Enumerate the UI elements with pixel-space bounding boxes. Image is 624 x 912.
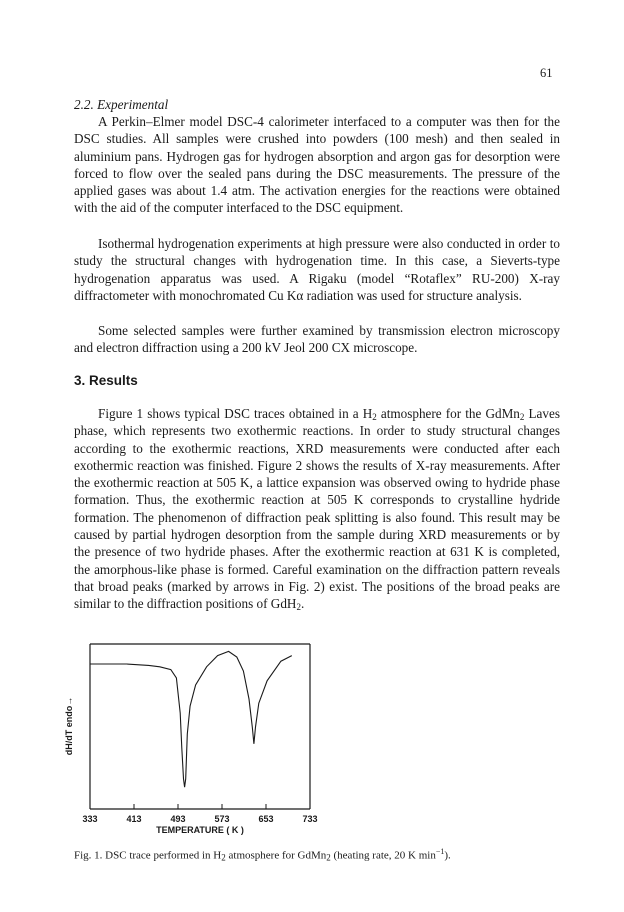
caption-sup: −1 (435, 847, 445, 856)
section-heading-experimental: 2.2. Experimental (74, 97, 169, 112)
results-sub-1: 2 (372, 412, 377, 422)
paragraph-results-1 (74, 405, 560, 613)
caption-sub-1: 2 (221, 852, 226, 863)
paragraph-experimental-2: Isothermal hydrogenation experiments at high pressure were also conducted in order to study the structural changes with hydrogenation time. In this case, a Sieverts-type hydrogenation apparatus was used. A Rigaku (model “Rotaflex” RU-200) X-ray diffractometer with monochromated Cu Kα radiation was used for structure analysis. (74, 236, 560, 303)
results-sub-2: 2 (519, 412, 525, 422)
figure-caption (74, 847, 451, 862)
results-text-a: Figure 1 shows typical DSC traces obtained in a H (98, 406, 373, 421)
results-sub-3: 2 (296, 602, 301, 613)
x-ticks (82, 804, 317, 824)
dsc-chart (60, 636, 350, 846)
x-axis-label: TEMPERATURE ( K ) (156, 825, 244, 835)
caption-text-d: ). (444, 849, 451, 862)
x-tick-label: 733 (302, 814, 318, 824)
caption-sub-2: 2 (326, 852, 331, 863)
x-tick-label: 333 (82, 814, 98, 824)
paragraph-experimental-1: A Perkin–Elmer model DSC-4 calorimeter interfaced to a computer was then for the DSC studies. All samples were crushed into powders (100 mesh) and then sealed in aluminium pans. Hydrogen gas for hydrogen absorption and argon gas for desorption were forced to flow over the sealed pans during the DSC measurements. The pressure of the applied gases was about 1.4 atm. The activation energies for the reactions were obtained with the aid of the computer interfaced to the DSC equipment. (74, 114, 560, 216)
figure-1 (60, 636, 350, 846)
x-tick-label: 653 (258, 814, 274, 824)
x-tick-label: 413 (126, 814, 142, 824)
paragraph-experimental-3: Some selected samples were further examined by transmission electron microscopy and electron diffraction using a 200 kV Jeol 200 CX microscope. (74, 323, 560, 356)
results-text-d: . (300, 596, 305, 612)
y-axis-label: dH/dT endo→ (64, 696, 74, 756)
results-text-c: Laves phase, which represents two exothermic reactions. In order to study structural changes according to the exothermic reactions, XRD measurements were conducted after each exothermic reaction was finished. Figure 2 shows the results of X-ray measurements. After the exothermic reaction at 505 K, a lattice expansion was observed owing to hydride phase formation. Thus, the exothermic reaction at 505 K corresponds to crystalline hydride formation. The phenomenon of diffraction peak splitting is also found. This result may be caused by partial hydrogen desorption from the sample during XRD measurements or by the presence of two hydride phases. After the exothermic reaction at 631 K is completed, the amorphous-like phase is formed. Careful examination on the diffraction pattern reveals that broad peaks (marked by arrows in Fig. 2) exist. The positions of the broad peaks are similar to the diffraction positions of GdH (74, 406, 560, 612)
results-text-b: atmosphere for the GdMn (376, 406, 520, 421)
caption-text-b: atmosphere for GdMn (225, 849, 327, 862)
x-tick-label: 493 (170, 814, 186, 824)
caption-text-c: (heating rate, 20 K min (330, 849, 436, 862)
section-heading-results: 3. Results (74, 373, 138, 388)
caption-text-a: Fig. 1. DSC trace performed in H (74, 849, 222, 862)
page-number: 61 (540, 66, 553, 80)
x-tick-label: 573 (214, 814, 230, 824)
dsc-trace-line (90, 651, 292, 787)
